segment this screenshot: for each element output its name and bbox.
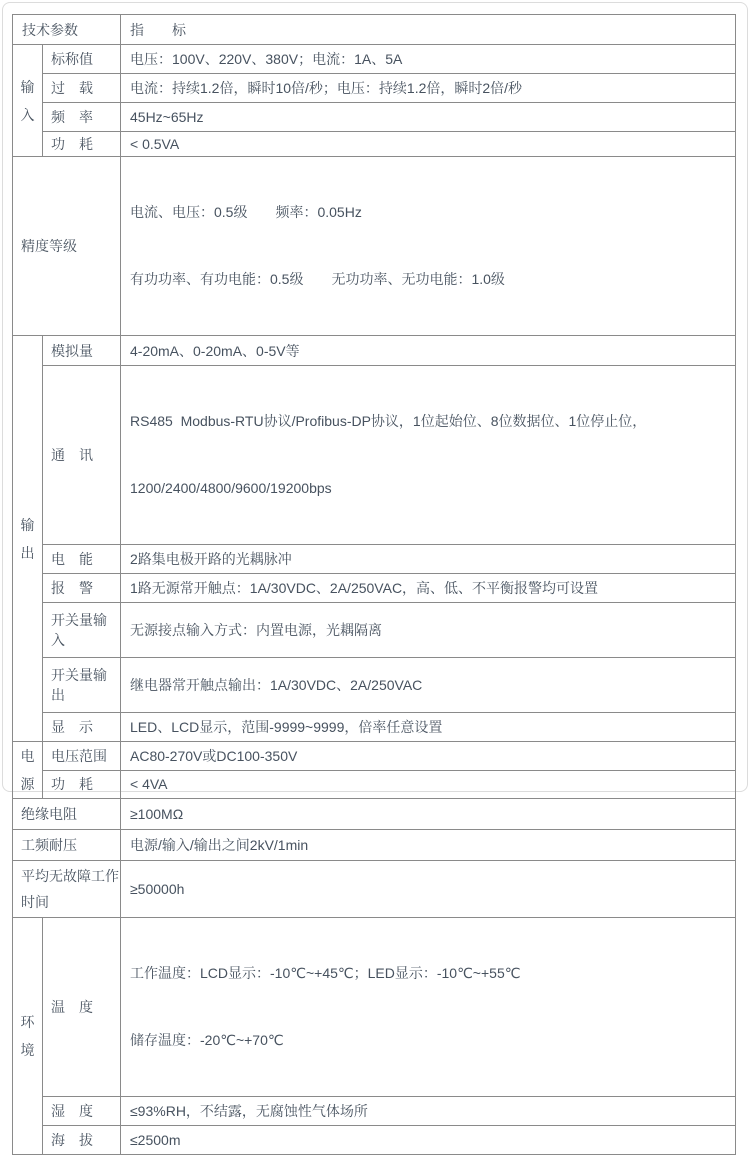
section-environment [13,918,43,1155]
row-mtbf-param: 平均无故障工作时间 [13,861,121,918]
row-insulation-value: ≥100MΩ [121,799,736,830]
table-row [13,658,736,713]
row-analog-value: 4-20mA、0-20mA、0-5V等 [121,336,736,366]
row-nominal-param: 标称值 [43,45,121,74]
table-row [13,45,736,74]
table-row [13,1097,736,1126]
row-voltage-range-value: AC80-270V或DC100-350V [121,742,736,771]
table-row [13,603,736,658]
row-energy-param: 电 能 [43,545,121,574]
table-row [13,1126,736,1155]
section-input [13,45,43,157]
row-overload-param: 过 载 [43,74,121,103]
row-altitude-param: 海 拔 [43,1126,121,1155]
header-param: 技术参数 [13,15,121,45]
row-supply-power-value: < 4VA [121,770,736,799]
table-row [13,366,736,545]
row-communication-value [121,366,736,545]
row-accuracy-param: 精度等级 [13,157,121,336]
row-alarm-value: 1路无源常开触点：1A/30VDC、2A/250VAC，高、低、不平衡报警均可设置 [121,574,736,603]
temperature-line-2: 储存温度：-20℃~+70℃ [130,1032,284,1048]
communication-line-1: RS485 Modbus-RTU协议/Profibus-DP协议，1位起始位、8位数据位、1位停止位， [130,413,647,429]
table-row [13,15,736,45]
row-switch-output-value: 继电器常开触点输出：1A/30VDC、2A/250VAC [121,658,736,713]
table-row [13,770,736,799]
section-output-label: 输出 [20,516,35,561]
row-input-power-value: < 0.5VA [121,132,736,157]
row-altitude-value: ≤2500m [121,1126,736,1155]
row-temperature-param: 温 度 [43,918,121,1097]
table-row [13,830,736,861]
section-environment-label: 环境 [20,1014,35,1058]
table-row [13,799,736,830]
row-alarm-param: 报 警 [43,574,121,603]
row-temperature-value [121,918,736,1097]
row-input-power-param: 功 耗 [43,132,121,157]
temperature-line-1: 工作温度：LCD显示：-10℃~+45℃；LED显示：-10℃~+55℃ [130,965,521,981]
table-row [13,336,736,366]
row-switch-input-value: 无源接点输入方式：内置电源，光耦隔离 [121,603,736,658]
section-input-label: 输入 [20,78,35,123]
row-humidity-value: ≤93%RH，不结露，无腐蚀性气体场所 [121,1097,736,1126]
row-analog-param: 模拟量 [43,336,121,366]
table-row [13,545,736,574]
table-row [13,103,736,132]
row-display-value: LED、LCD显示，范围-9999~9999，倍率任意设置 [121,713,736,742]
row-display-param: 显 示 [43,713,121,742]
row-overload-value: 电流：持续1.2倍，瞬时10倍/秒；电压：持续1.2倍，瞬时2倍/秒 [121,74,736,103]
row-voltage-range-param: 电压范围 [43,742,121,771]
row-switch-input-param: 开关量输入 [43,603,121,658]
row-energy-value: 2路集电极开路的光耦脉冲 [121,545,736,574]
table-row [13,861,736,918]
table-row [13,713,736,742]
table-row [13,742,736,771]
row-mtbf-value: ≥50000h [121,861,736,918]
table-row [13,157,736,336]
table-row [13,74,736,103]
table-row [13,574,736,603]
table-row [13,918,736,1097]
communication-line-2: 1200/2400/4800/9600/19200bps [130,480,332,496]
row-communication-param: 通 讯 [43,366,121,545]
header-indicator: 指 标 [121,15,736,45]
section-output [13,336,43,742]
row-withstand-param: 工频耐压 [13,830,121,861]
row-frequency-value: 45Hz~65Hz [121,103,736,132]
row-accuracy-value [121,157,736,336]
section-power [13,742,43,799]
row-humidity-param: 湿 度 [43,1097,121,1126]
table-row [13,132,736,157]
spec-table [12,14,736,1155]
row-withstand-value: 电源/输入/输出之间2kV/1min [121,830,736,861]
section-power-label: 电源 [20,748,35,792]
accuracy-line-2: 有功功率、有功电能：0.5级 无功功率、无功电能：1.0级 [130,271,505,287]
accuracy-line-1: 电流、电压：0.5级 频率：0.05Hz [130,204,362,220]
row-supply-power-param: 功 耗 [43,770,121,799]
row-insulation-param: 绝缘电阻 [13,799,121,830]
row-nominal-value: 电压：100V、220V、380V；电流：1A、5A [121,45,736,74]
row-frequency-param: 频 率 [43,103,121,132]
row-switch-output-param: 开关量输出 [43,658,121,713]
